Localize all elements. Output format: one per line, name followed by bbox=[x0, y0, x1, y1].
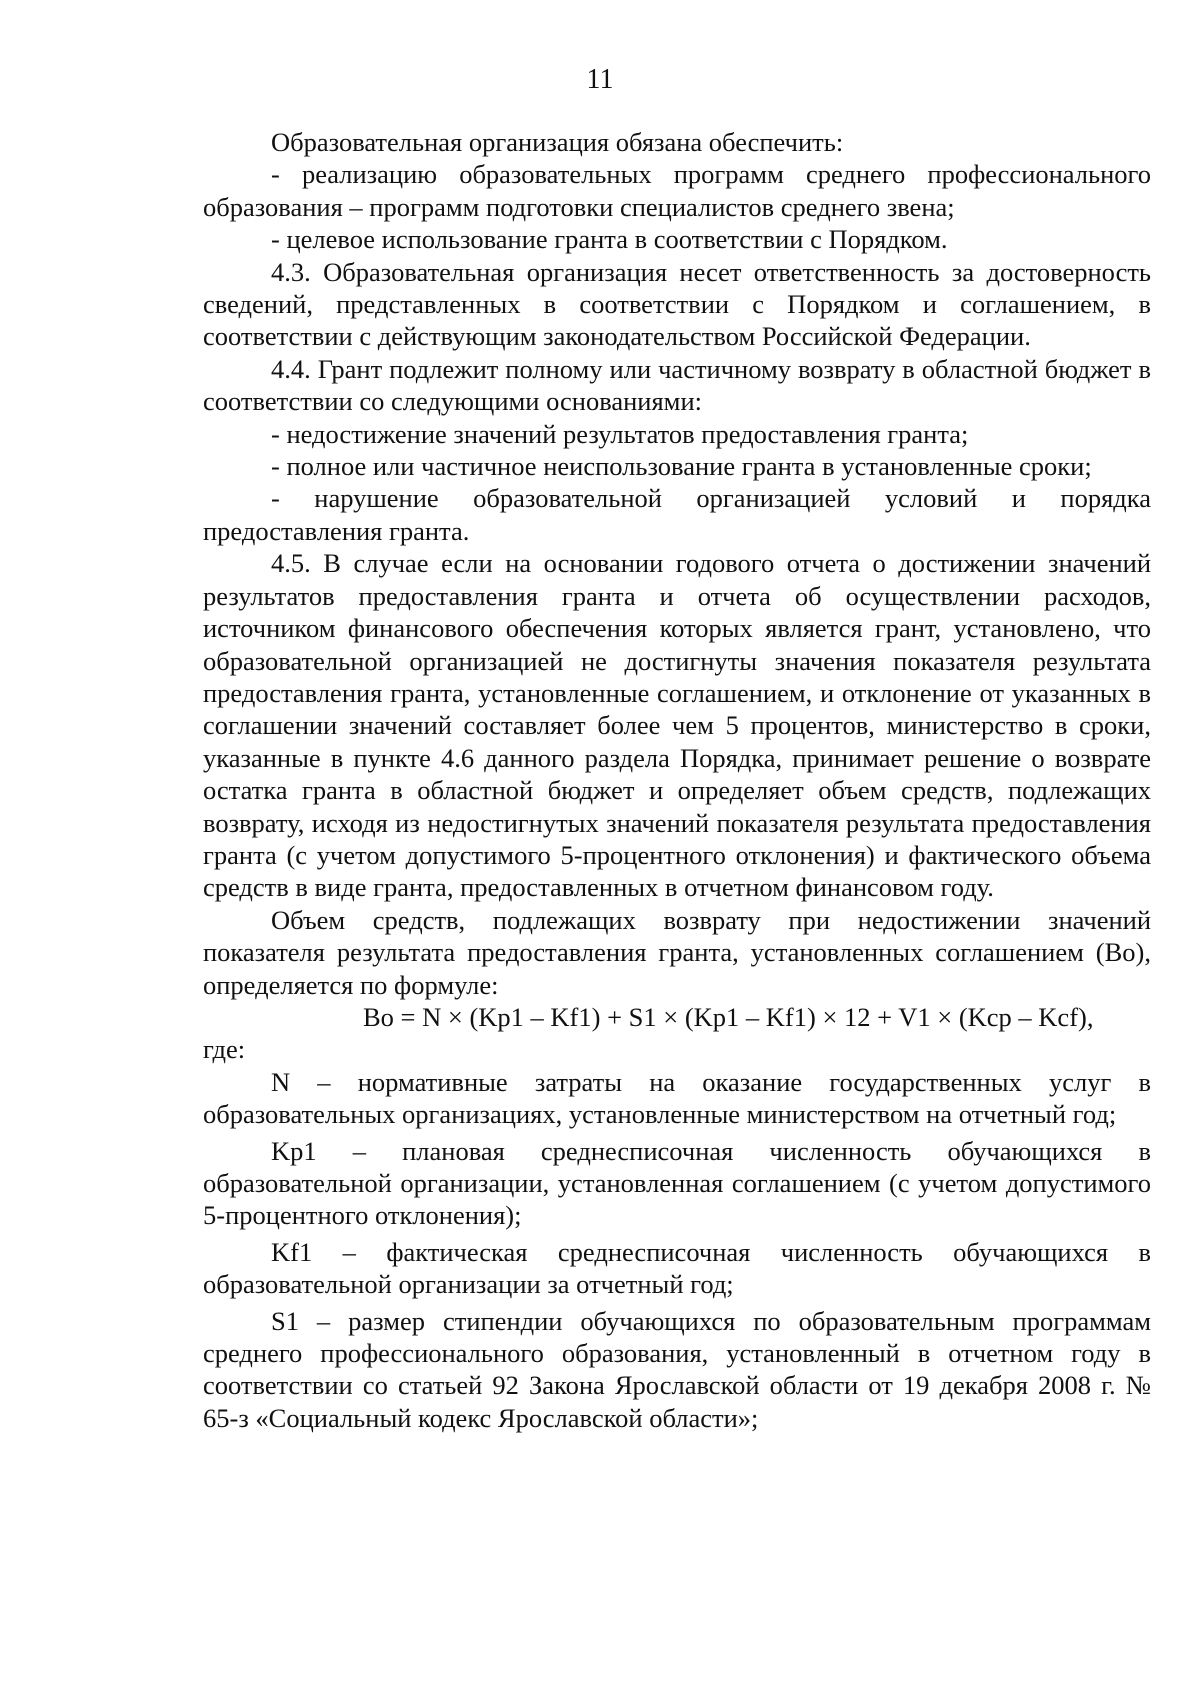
paragraph-ground-unused: - полное или частичное неиспользование гранта в установленные сроки; bbox=[271, 451, 1092, 482]
paragraph-4-4: 4.4. Грант подлежит полному или частичному возврату в областной бюджет в соответствии со следующими основаниями: bbox=[203, 353, 1151, 417]
definition-n: N – нормативные затраты на оказание государственных услуг в образовательных организациях, установленные министерством на отчетный год; bbox=[203, 1066, 1151, 1130]
paragraph-obligation-target-use: - целевое использование гранта в соответствии с Порядком. bbox=[271, 224, 948, 255]
formula-where-label: где: bbox=[203, 1034, 246, 1065]
paragraph-obligations-intro: Образовательная организация обязана обеспечить: bbox=[271, 127, 844, 157]
page-number: 11 bbox=[586, 64, 614, 95]
document-body bbox=[203, 126, 1151, 1434]
paragraph-ground-violation: - нарушение образовательной организацией условий и порядка предоставления гранта. bbox=[203, 483, 1151, 546]
paragraph-obligation-programs: - реализацию образовательных программ среднего профессионального образования – программ подготовки специалистов среднего звена; bbox=[203, 159, 1151, 222]
definition-s1: S1 – размер стипендии обучающихся по образовательным программам среднего профессионального образования, установленный в отчетном году в соответствии со статьей 92 Закона Ярославской области от 19 декабря 2008 г. № 65-з «Социальный кодекс Ярославской области»; bbox=[203, 1305, 1151, 1433]
definition-kp1: Kp1 – плановая среднесписочная численность обучающихся в образовательной организации, установленная соглашением (с учетом допустимого 5-процентного отклонения); bbox=[203, 1135, 1151, 1231]
paragraph-4-5: 4.5. В случае если на основании годового отчета о достижении значений результатов предоставления гранта и отчета об осуществлении расходов, источником финансового обеспечения которых является грант, установлено, что образовательной организацией не достигнуты значения показателя результата предоставления гранта, установленные соглашением, и отклонение от указанных в соглашении значений составляет более чем 5 процентов, министерство в сроки, указанные в пункте 4.6 данного раздела Порядка, принимает решение о возврате остатка гранта в областной бюджет и определяет объем средств, подлежащих возврату, исходя из недостигнутых значений показателя результата предоставления гранта (с учетом допустимого 5-процентного отклонения) и фактического объема средств в виде гранта, предоставленных в отчетном финансовом году. bbox=[203, 548, 1151, 903]
paragraph-4-3: 4.3. Образовательная организация несет ответственность за достоверность сведений, представленных в соответствии с Порядком и соглашением, в соответствии с действующим законодательством Российской Федерации. bbox=[203, 256, 1151, 352]
paragraph-ground-underachievement: - недостижение значений результатов предоставления гранта; bbox=[271, 418, 969, 449]
formula: Вo = N × (Kp1 – Kf1) + S1 × (Kp1 – Kf1) × 12 + V1 × (Kcp – Kcf), bbox=[363, 1001, 1094, 1032]
definition-kf1: Kf1 – фактическая среднесписочная численность обучающихся в образовательной организации за отчетный год; bbox=[203, 1236, 1151, 1300]
paragraph-volume-formula-intro: Объем средств, подлежащих возврату при недостижении значений показателя результата предоставления гранта, установленных соглашением (Вo), определяется по формуле: bbox=[203, 904, 1151, 1000]
